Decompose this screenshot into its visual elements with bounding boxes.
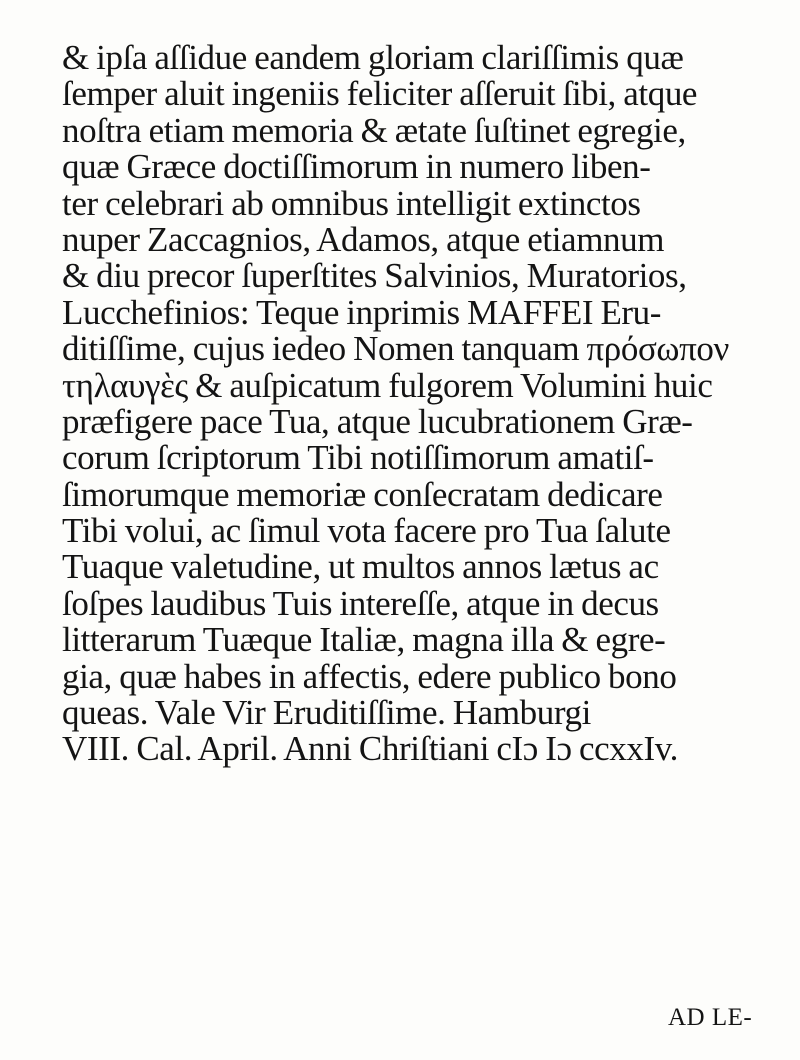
text-line-8: Lucchefinios: Teque inprimis MAFFEI Eru-	[62, 292, 662, 332]
catchword: AD LE-	[668, 1004, 753, 1031]
text-line-1: & ipſa aſſidue eandem gloriam clariſſimis quæ	[62, 38, 684, 77]
text-line-14: Tibi volui, ac ſimul vota facere pro Tua ſalute	[62, 511, 671, 551]
text-line-15: Tuaque valetudine, ut multos annos lætus ac	[62, 547, 659, 587]
text-line-13: ſimorumque memoriæ conſecratam dedicare	[62, 474, 663, 514]
text-line-17: litterarum Tuæque Italiæ, magna illa & egre-	[62, 620, 666, 660]
text-line-18: gia, quæ habes in affectis, edere publico bono	[62, 656, 677, 696]
text-line-4: quæ Græce doctiſſimorum in numero liben-	[62, 147, 651, 187]
text-line-9: ditiſſime, cujus iedeo Nomen tanquam πρόσωπον	[62, 329, 729, 369]
latin-text-block	[62, 40, 782, 768]
text-line-5: ter celebrari ab omnibus intelligit extinctos	[62, 183, 641, 223]
text-line-7: & diu precor ſuperſtites Salvinios, Muratorios,	[62, 256, 687, 296]
text-line-3: noſtra etiam memoria & ætate ſuſtinet egregie,	[62, 110, 686, 150]
text-line-19: queas. Vale Vir Eruditiſſime. Hamburgi	[62, 693, 591, 733]
text-line-10: τηλαυγὲς & auſpicatum fulgorem Volumini huic	[62, 365, 713, 405]
text-line-2: ſemper aluit ingeniis feliciter aſſeruit ſibi, atque	[62, 74, 698, 114]
text-line-6: nuper Zaccagnios, Adamos, atque etiamnum	[62, 219, 665, 259]
text-line-12: corum ſcriptorum Tibi notiſſimorum amatiſ-	[62, 438, 654, 478]
text-line-11: præfigere pace Tua, atque lucubrationem Græ-	[62, 401, 693, 441]
text-line-16: ſoſpes laudibus Tuis intereſſe, atque in decus	[62, 583, 659, 623]
text-line-20: VIII. Cal. April. Anni Chriſtiani cIɔ Iɔ ccxxIv.	[62, 729, 678, 769]
